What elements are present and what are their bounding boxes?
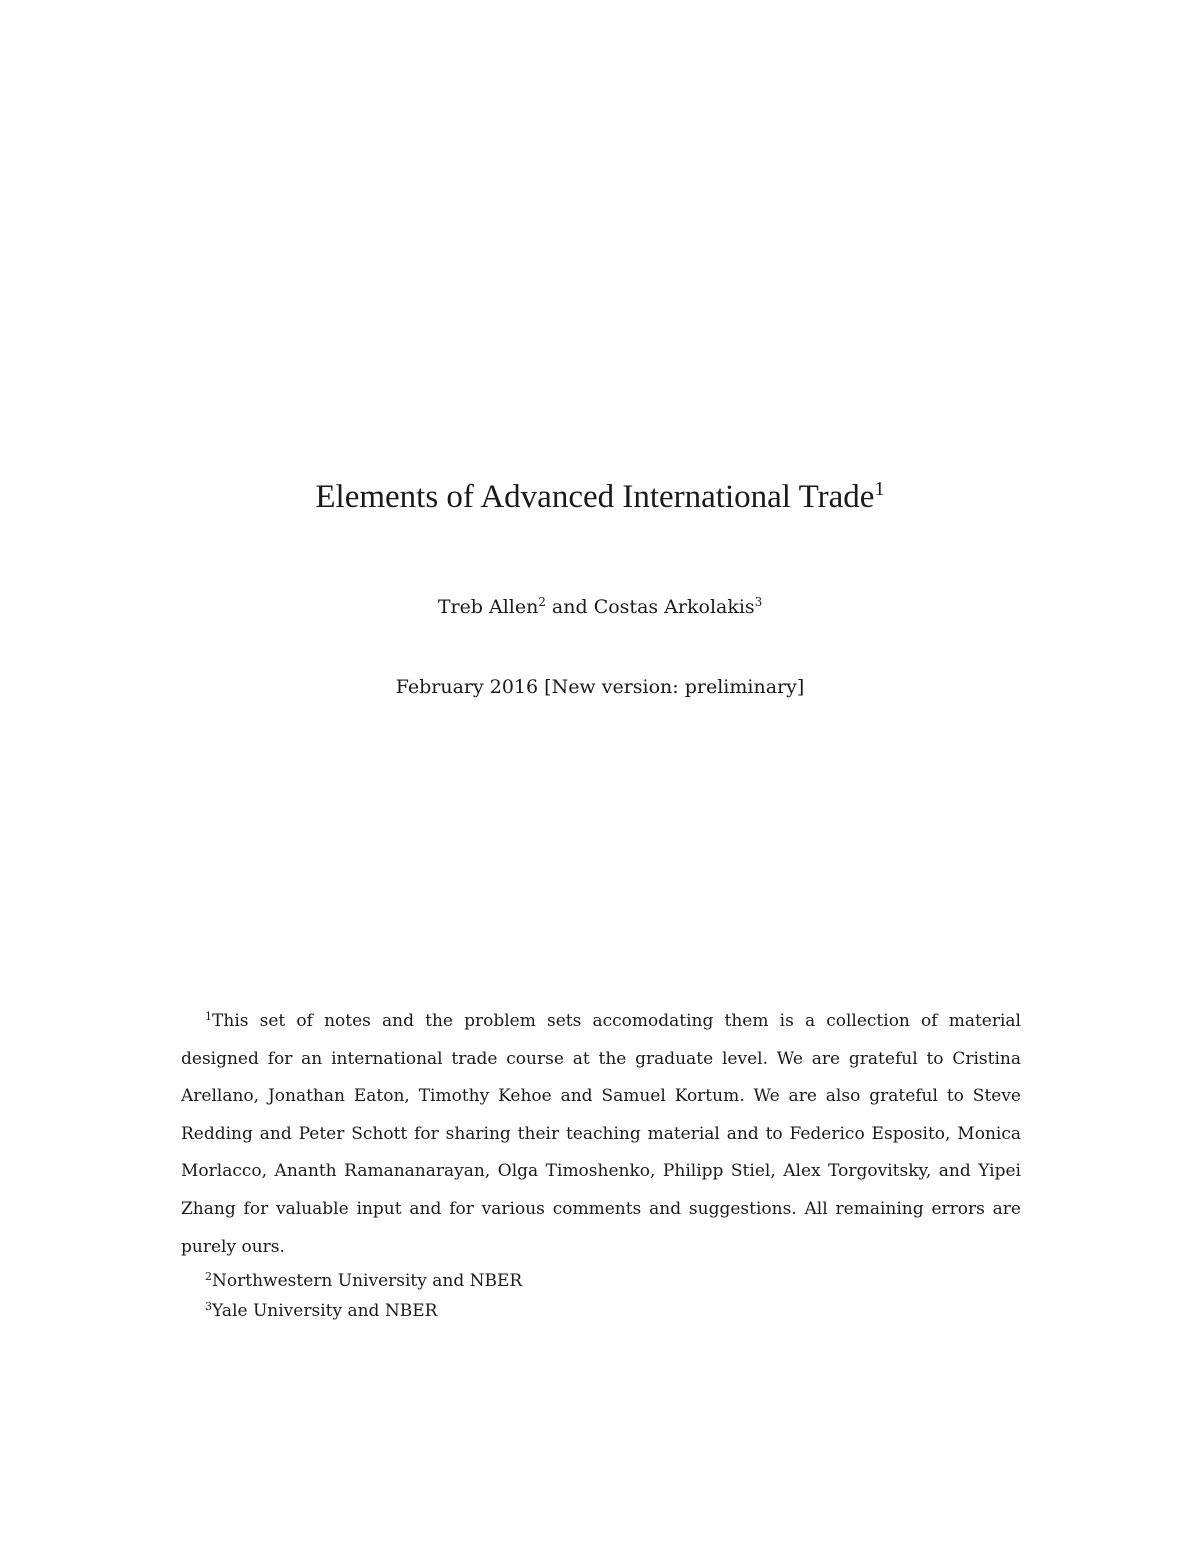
author-name: Treb Allen xyxy=(437,596,539,618)
footnote-marker: 1 xyxy=(205,1009,213,1023)
footnotes-section xyxy=(181,1003,1021,1326)
author-name: Costas Arkolakis xyxy=(593,596,755,618)
footnote-text: Northwestern University and NBER xyxy=(212,1271,523,1292)
document-date: February 2016 [New version: preliminary] xyxy=(395,676,805,698)
footnote xyxy=(181,1296,1021,1326)
footnote-marker: 2 xyxy=(205,1270,213,1284)
footnote-text: Yale University and NBER xyxy=(212,1301,438,1322)
title-text: Elements of Advanced International Trade xyxy=(315,479,875,515)
author-footnote-marker: 3 xyxy=(754,594,763,609)
footnote xyxy=(181,1266,1021,1296)
title-footnote-marker: 1 xyxy=(874,477,885,500)
document-title xyxy=(0,474,1200,520)
footnote xyxy=(181,1003,1021,1266)
author-footnote-marker: 2 xyxy=(538,594,546,609)
author-conjunction: and xyxy=(551,596,588,618)
author-line xyxy=(0,592,1200,622)
footnote-text: This set of notes and the problem sets accomodating them is a collection of material designed for an international trade course at the graduate level. We are grateful to Cristina Arellano, Jonathan Eaton, Timothy Kehoe and Samuel Kortum. We are also grateful to Steve Redding and Peter Schott for sharing their teaching material and to Federico Esposito, Monica Morlacco, Ananth Ramananarayan, Olga Timoshenko, Philipp Stiel, Alex Torgovitsky, and Yipei Zhang for valuable input and for various comments and suggestions. All remaining errors are purely ours. xyxy=(181,1011,1021,1257)
footnote-marker: 3 xyxy=(205,1300,213,1314)
